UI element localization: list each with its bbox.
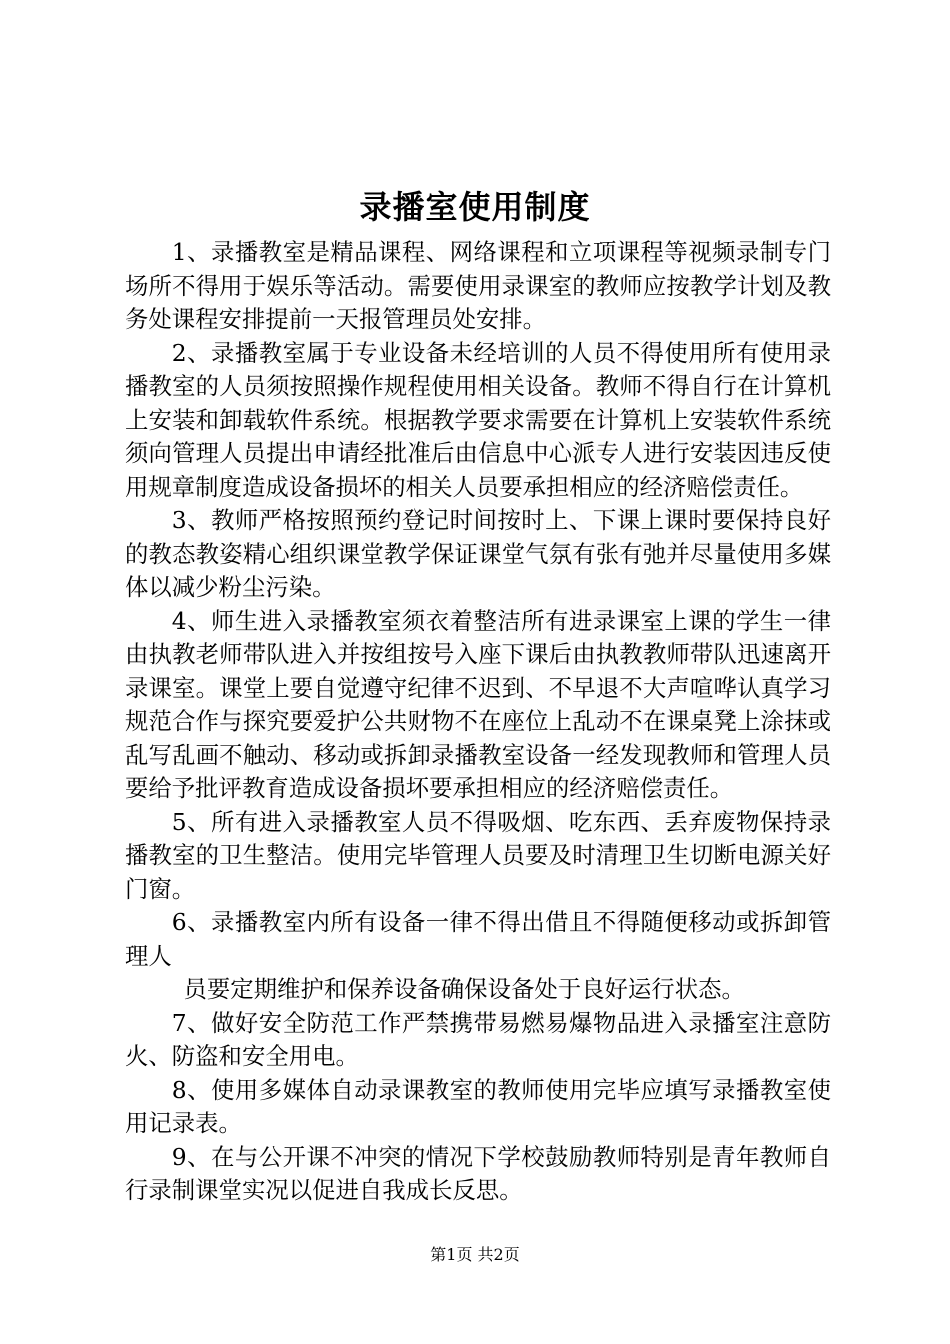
paragraph-5: 5、所有进入录播教室人员不得吸烟、吃东西、丢弃废物保持录播教室的卫生整洁。使用完毕管理人员要及时清理卫生切断电源关好门窗。 [125, 807, 831, 903]
document-title: 录播室使用制度 [359, 188, 591, 226]
page-indicator: 第1页 共2页 [430, 1245, 520, 1264]
document-body [125, 236, 831, 1208]
paragraph-7: 7、做好安全防范工作严禁携带易燃易爆物品进入录播室注意防火、防盗和安全用电。 [125, 1008, 831, 1070]
paragraph-8: 8、使用多媒体自动录课教室的教师使用完毕应填写录播教室使用记录表。 [125, 1075, 831, 1137]
paragraph-9: 9、在与公开课不冲突的情况下学校鼓励教师特别是青年教师自行录制课堂实况以促进自我成长反思。 [125, 1142, 831, 1204]
paragraph-2: 2、录播教室属于专业设备未经培训的人员不得使用所有使用录播教室的人员须按照操作规程使用相关设备。教师不得自行在计算机上安装和卸载软件系统。根据教学要求需要在计算机上安装软件系统须向管理人员提出申请经批准后由信息中心派专人进行安装因违反使用规章制度造成设备损坏的相关人员要承担相应的经济赔偿责任。 [125, 338, 831, 501]
paragraph-3: 3、教师严格按照预约登记时间按时上、下课上课时要保持良好的教态教姿精心组织课堂教学保证课堂气氛有张有弛并尽量使用多媒体以减少粉尘污染。 [125, 506, 831, 601]
paragraph-4: 4、师生进入录播教室须衣着整洁所有进录课室上课的学生一律由执教老师带队进入并按组按号入座下课后由执教教师带队迅速离开录课室。课堂上要自觉遵守纪律不迟到、不早退不大声喧哗认真学习规范合作与探究要爱护公共财物不在座位上乱动不在课桌凳上涂抹或乱写乱画不触动、移动或拆卸录播教室设备一经发现教师和管理人员要给予批评教育造成设备损坏要承担相应的经济赔偿责任。 [125, 606, 831, 802]
paragraph-6-continuation: 员要定期维护和保养设备确保设备处于良好运行状态。 [183, 975, 745, 1003]
paragraph-1: 1、录播教室是精品课程、网络课程和立项课程等视频录制专门场所不得用于娱乐等活动。需要使用录课室的教师应按教学计划及教务处课程安排提前一天报管理员处安排。 [125, 238, 831, 333]
paragraph-6: 6、录播教室内所有设备一律不得出借且不得随便移动或拆卸管理人 [125, 908, 831, 970]
page-footer [0, 1243, 950, 1267]
